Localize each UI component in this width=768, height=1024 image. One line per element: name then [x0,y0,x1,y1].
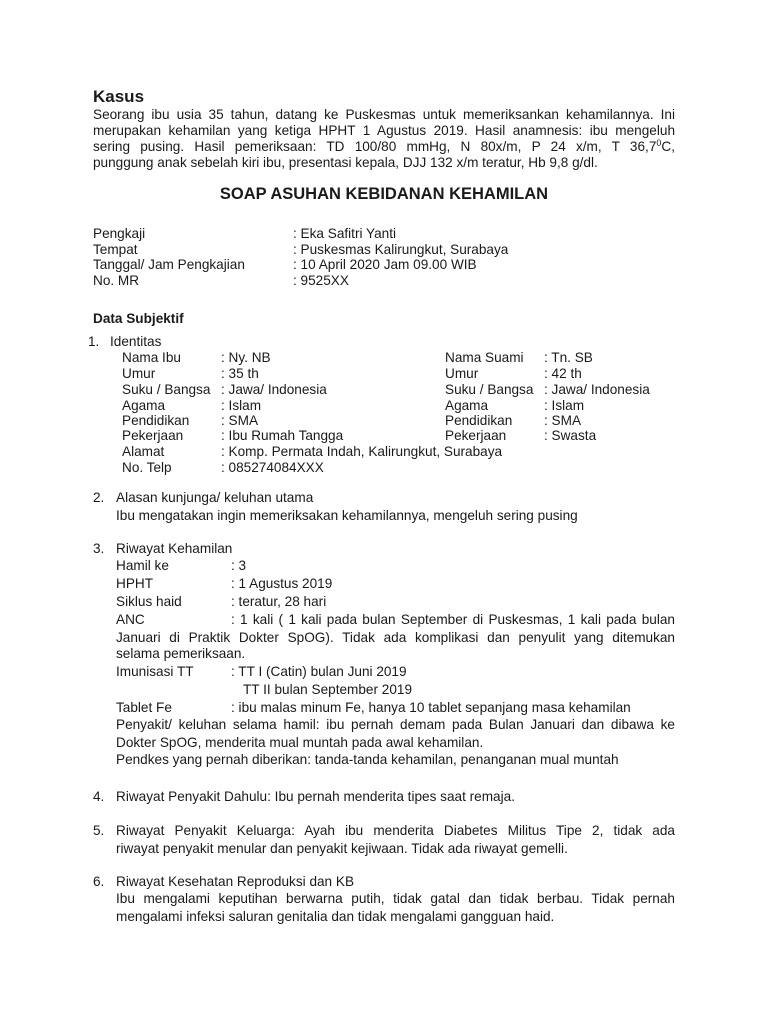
rk-label: Hamil ke [116,558,169,573]
rk-value: : 1 Agustus 2019 [231,576,333,591]
info-label: Pengkaji [93,226,146,241]
list-number: 1. [88,334,100,349]
alasan-text: Ibu mengatakan ingin memeriksakan kehamilannya, mengeluh sering pusing [116,508,578,523]
rk-value: : 3 [231,558,247,573]
info-value: : 10 April 2020 Jam 09.00 WIB [293,257,477,272]
suami-label: Umur [445,366,479,381]
info-value: : Puskesmas Kalirungkut, Surabaya [293,242,509,257]
riwayat-keluarga-line: riwayat penyakit menular dan penyakit kejiwaan. Tidak ada riwayat gemelli. [116,841,568,856]
suami-value: : Jawa/ Indonesia [544,382,650,397]
riwayat-reproduksi-title: Riwayat Kesehatan Reproduksi dan KB [116,874,355,889]
rk-value: : teratur, 28 hari [231,594,327,609]
ibu-label: Agama [122,398,166,413]
suami-value: : 42 th [544,366,582,381]
suami-label: Suku / Bangsa [445,382,534,397]
ibu-label: Nama Ibu [122,350,181,365]
anc-line: selama pemeriksaan. [116,646,246,661]
list-number: 5. [93,823,105,838]
riwayat-dahulu-text: Riwayat Penyakit Dahulu: Ibu pernah menderita tipes saat remaja. [116,789,515,804]
ibu-value: : 35 th [221,366,259,381]
imunisasi-line: TT II bulan September 2019 [243,682,413,697]
ibu-label: Pendidikan [122,413,190,428]
identitas-title: Identitas [110,334,162,349]
list-number: 3. [93,541,105,556]
suami-value: : Tn. SB [544,350,593,365]
suami-label: Nama Suami [445,350,524,365]
ibu-value: : Ny. NB [221,350,271,365]
kasus-temp-unit: C, [661,139,675,154]
ibu-label: No. Telp [122,460,172,475]
ibu-label: Pekerjaan [122,428,184,443]
kasus-line: Seorang ibu usia 35 tahun, datang ke Puskesmas untuk memeriksankan kehamilannya. Ini [93,107,675,122]
suami-label: Agama [445,398,489,413]
ibu-value: : 085274084XXX [221,460,324,475]
kasus-line: merupakan kehamilan yang ketiga HPHT 1 Agustus 2019. Hasil anamnesis: ibu mengeluh [93,123,675,138]
data-subjektif-title: Data Subjektif [93,311,184,326]
ibu-value: : Komp. Permata Indah, Kalirungkut, Surabaya [221,444,503,459]
suami-value: : Swasta [544,428,597,443]
ibu-label: Suku / Bangsa [122,382,211,397]
anc-line: Januari di Praktik Dokter SpOG). Tidak ada komplikasi dan penyulit yang ditemukan [116,630,675,645]
ibu-value: : Jawa/ Indonesia [221,382,327,397]
suami-label: Pekerjaan [445,428,507,443]
list-number: 2. [93,490,105,505]
info-label: Tanggal/ Jam Pengkajian [93,257,245,272]
riwayat-reproduksi-line: mengalami infeksi saluran genitalia dan tidak mengalami gangguan haid. [116,909,555,924]
penyakit-line: Dokter SpOG, menderita mual muntah pada awal kehamilan. [116,735,484,750]
kasus-line-temperature [93,139,675,156]
list-number: 4. [93,789,105,804]
info-label: Tempat [93,242,138,257]
ibu-label: Alamat [122,444,165,459]
kasus-degree: 0 [656,138,662,148]
suami-label: Pendidikan [445,413,513,428]
imunisasi-line: : TT I (Catin) bulan Juni 2019 [231,664,407,679]
suami-value: : SMA [544,413,582,428]
penyakit-line: Penyakit/ keluhan selama hamil: ibu pernah demam pada Bulan Januari dan dibawa ke [116,717,675,732]
alasan-title: Alasan kunjunga/ keluhan utama [116,490,314,505]
rk-label: Imunisasi TT [116,664,194,679]
rk-label: Tablet Fe [116,700,172,715]
ibu-value: : Islam [221,398,262,413]
soap-title: SOAP ASUHAN KEBIDANAN KEHAMILAN [219,185,549,203]
info-label: No. MR [93,273,140,288]
rk-value: : ibu malas minum Fe, hanya 10 tablet sepanjang masa kehamilan [231,700,631,715]
pendkes-line: Pendkes yang pernah diberikan: tanda-tanda kehamilan, penanganan mual muntah [116,752,619,767]
riwayat-reproduksi-line: Ibu mengalami keputihan berwarna putih, tidak gatal dan tidak berbau. Tidak pernah [116,891,675,906]
riwayat-keluarga-line: Riwayat Penyakit Keluarga: Ayah ibu menderita Diabetes Militus Tipe 2, tidak ada [116,823,675,838]
riwayat-kehamilan-title: Riwayat Kehamilan [116,541,233,556]
rk-label: ANC [116,612,145,627]
rk-label: Siklus haid [116,594,182,609]
kasus-line-text: sering pusing. Hasil pemeriksaan: TD 100/80 mmHg, N 80x/m, P 24 x/m, T 36,7 [93,139,657,154]
info-value: : 9525XX [293,273,349,288]
kasus-title: Kasus [93,87,145,106]
ibu-label: Umur [122,366,156,381]
kasus-line: punggung anak sebelah kiri ibu, presentasi kepala, DJJ 132 x/m teratur, Hb 9,8 g/dl. [93,155,598,170]
info-value: : Eka Safitri Yanti [293,226,397,241]
ibu-value: : SMA [221,413,259,428]
suami-value: : Islam [544,398,585,413]
list-number: 6. [93,874,105,889]
ibu-value: : Ibu Rumah Tangga [221,428,344,443]
rk-label: HPHT [116,576,154,591]
anc-line: : 1 kali ( 1 kali pada bulan September di Puskesmas, 1 kali pada bulan [231,612,675,627]
